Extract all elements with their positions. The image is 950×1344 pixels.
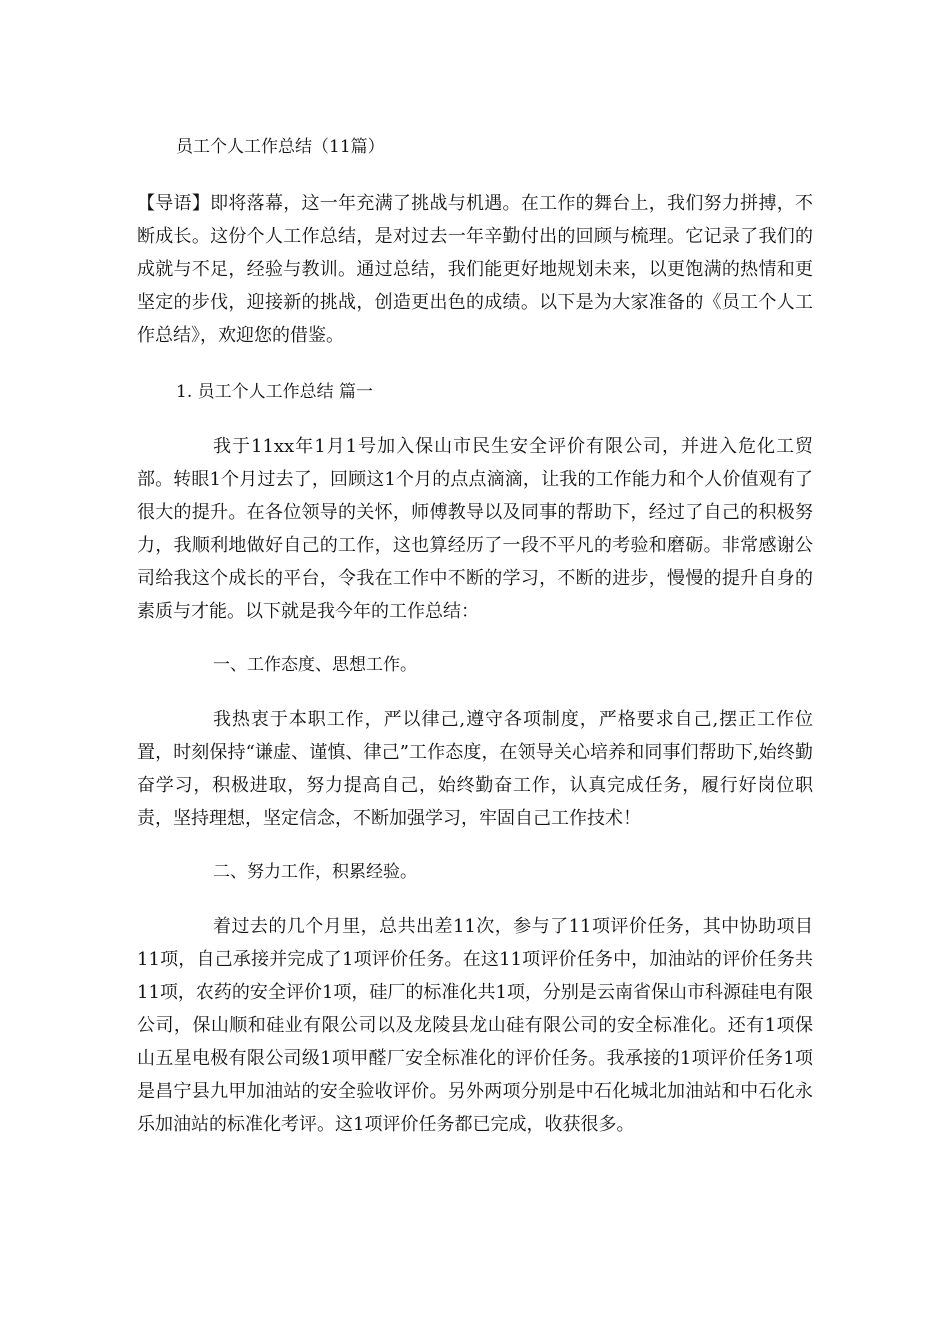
document-title: 员工个人工作总结（11篇）	[176, 137, 385, 157]
body-paragraph-2: 我热衷于本职工作，严以律己,遵守各项制度，严格要求自己,摆正工作位置，时刻保持“谦虚、谨慎、律己”工作态度，在领导关心培养和同事们帮助下,始终勤奋学习，积极进取，努力提高自己，始终勤奋工作，认真完成任务，履行好岗位职责，坚持理想，坚定信念，不断加强学习，牢固自己工作技术！	[137, 709, 813, 829]
subheading-accumulate-experience: 二、努力工作，积累经验。	[213, 862, 417, 882]
body-paragraph-3: 着过去的几个月里，总共出差11次，参与了11项评价任务，其中协助项目11项，自己承接并完成了1项评价任务。在这11项评价任务中，加油站的评价任务共11项，农药的安全评价1项，硅厂的标准化共1项，分别是云南省保山市科源硅电有限公司，保山顺和硅业有限公司以及龙陵县龙山硅有限公司的安全标准化。还有1项保山五星电极有限公司级1项甲醛厂安全标准化的评价任务。我承接的1项评价任务1项是昌宁县九甲加油站的安全验收评价。另外两项分别是中石化城北加油站和中石化永乐加油站的标准化考评。这1项评价任务都已完成，收获很多。	[137, 916, 813, 1135]
intro-paragraph: 【导语】即将落幕，这一年充满了挑战与机遇。在工作的舞台上，我们努力拼搏，不断成长。这份个人工作总结，是对过去一年辛勤付出的回顾与梳理。它记录了我们的成就与不足，经验与教训。通过总结，我们能更好地规划未来，以更饱满的热情和更坚定的步伐，迎接新的挑战，创造更出色的成绩。以下是为大家准备的《员工个人工作总结》，欢迎您的借鉴。	[137, 193, 813, 346]
body-paragraph-1: 我于11xx年1月1号加入保山市民生安全评价有限公司，并进入危化工贸部。转眼1个月过去了，回顾这1个月的点点滴滴，让我的工作能力和个人价值观有了很大的提升。在各位领导的关怀，师傅教导以及同事的帮助下，经过了自己的积极努力，我顺利地做好自己的工作，这也算经历了一段不平凡的考验和磨砺。非常感谢公司给我这个成长的平台，令我在工作中不断的学习，不断的进步，慢慢的提升自身的素质与才能。以下就是我今年的工作总结：	[137, 436, 813, 622]
subheading-work-attitude: 一、工作态度、思想工作。	[213, 655, 417, 675]
section-heading-1: 1. 员工个人工作总结 篇一	[176, 382, 374, 402]
